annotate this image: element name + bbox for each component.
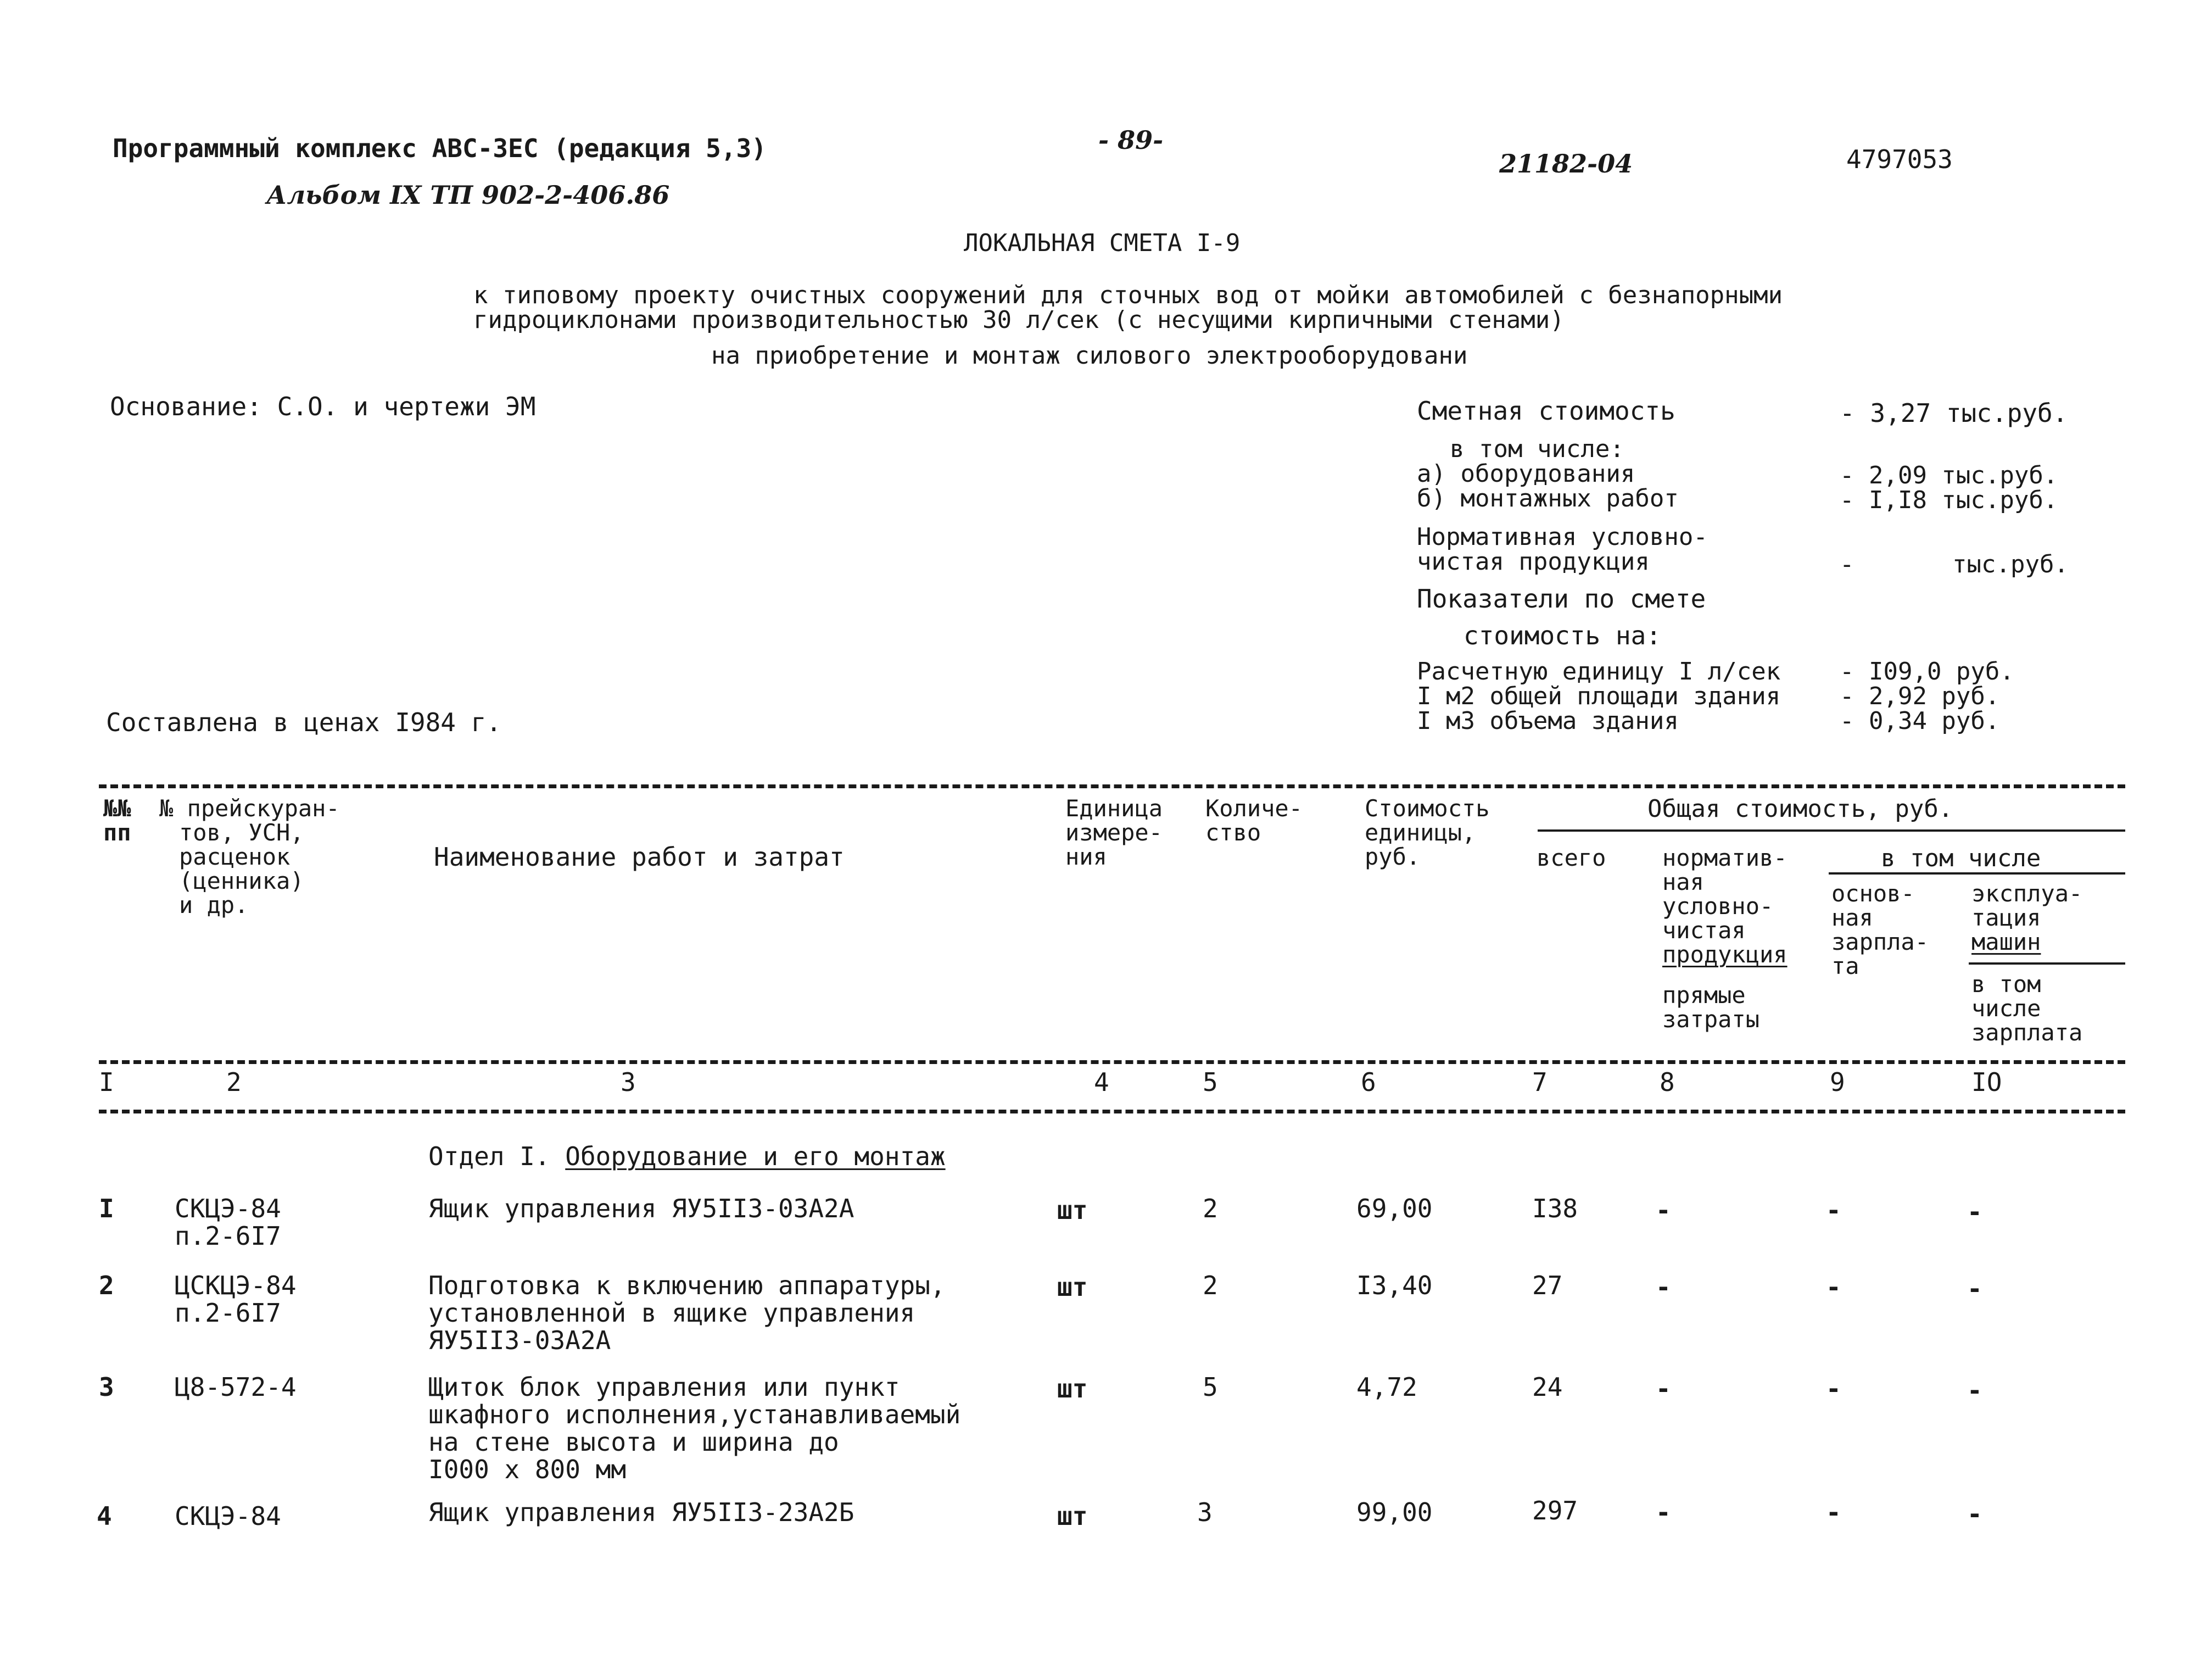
estimated-cost-value: - 3,27 тыс.руб. — [1840, 398, 2068, 428]
col-number: 5 — [1203, 1067, 1218, 1097]
row-normative: - — [1656, 1374, 1671, 1404]
indicators-label: Показатели по смете — [1417, 584, 1706, 614]
row-unit: шт — [1057, 1272, 1088, 1302]
installation-value: - I,I8 тыс.руб. — [1840, 486, 2058, 514]
per-m3-value: - 0,34 руб. — [1840, 707, 2000, 735]
table-top-rule — [99, 784, 2125, 788]
col-header-total: всего — [1537, 844, 1606, 871]
installation-label: б) монтажных работ — [1417, 484, 1679, 513]
row-unit: шт — [1057, 1374, 1088, 1404]
cost-per-label: стоимость на: — [1464, 621, 1662, 650]
page-number: - 89- — [1098, 125, 1164, 155]
col-header-code: № прейскуран- тов, УСН, расценок (ценника) и др. — [159, 795, 340, 918]
col-number: I — [99, 1067, 114, 1097]
col-header-base-salary: основ- ная зарпла- та — [1831, 880, 1929, 979]
row-number: 4 — [97, 1501, 112, 1531]
numbers-bottom-rule — [99, 1110, 2125, 1113]
per-m2-value: - 2,92 руб. — [1840, 682, 2000, 710]
row-machine-operation: - — [1967, 1197, 1982, 1227]
row-base-salary: - — [1826, 1195, 1841, 1225]
col-header-incl-salary: в том числе зарплата — [1971, 971, 2083, 1046]
row-unit-price: 4,72 — [1356, 1372, 1417, 1402]
section-title — [428, 1143, 946, 1170]
col-number: 9 — [1830, 1067, 1845, 1097]
row-qty: 2 — [1203, 1194, 1218, 1223]
normative-label-2: чистая продукция — [1417, 548, 1650, 576]
album-note: Альбом IX ТП 902-2-406.86 — [266, 180, 670, 210]
row-normative: - — [1656, 1272, 1671, 1302]
row-qty: 5 — [1203, 1372, 1218, 1402]
row-code: СКЦЭ-84 — [175, 1501, 281, 1531]
section-prefix: Отдел I. — [428, 1141, 566, 1171]
row-code: СКЦЭ-84 п.2-6I7 — [175, 1194, 281, 1251]
doc-code: 21182-04 — [1499, 149, 1633, 179]
title-line-1: к типовому проекту очистных сооружений для сточных вод от мойки автомобилей с безнапорными — [473, 281, 1783, 309]
row-total: I38 — [1532, 1194, 1578, 1223]
row-total: 297 — [1532, 1496, 1578, 1525]
including-group-rule — [1829, 872, 2125, 875]
estimate-title: ЛОКАЛЬНАЯ СМЕТА I-9 — [964, 229, 1241, 257]
title-line-3: на приобретение и монтаж силового электрооборудовани — [711, 342, 1468, 370]
row-base-salary: - — [1826, 1374, 1841, 1404]
col-header-unit: Единица измере- ния — [1065, 795, 1163, 870]
equipment-value: - 2,09 тыс.руб. — [1840, 461, 2058, 489]
col-number: 6 — [1361, 1067, 1376, 1097]
row-machine-operation: - — [1967, 1375, 1982, 1405]
compiled-prices: Составлена в ценах I984 г. — [106, 708, 502, 737]
title-line-2: гидроциклонами производительностью 30 л/сек (с несущими кирпичными стенами) — [473, 306, 1565, 334]
per-m2-label: I м2 общей площади здания — [1417, 682, 1781, 710]
row-qty: 2 — [1203, 1271, 1218, 1300]
row-total: 24 — [1532, 1372, 1563, 1402]
col-number: 8 — [1660, 1067, 1675, 1097]
row-unit-price: I3,40 — [1356, 1271, 1433, 1300]
col-number: 4 — [1094, 1067, 1109, 1097]
basis-text: Основание: С.О. и чертежи ЭМ — [110, 392, 536, 421]
row-unit: шт — [1057, 1195, 1088, 1225]
total-group-rule — [1538, 829, 2125, 832]
row-unit-price: 69,00 — [1356, 1194, 1433, 1223]
header-bottom-rule — [99, 1060, 2125, 1064]
row-name: Ящик управления ЯУ5II3-23А2Б — [428, 1497, 854, 1527]
estimated-cost-label: Сметная стоимость — [1417, 396, 1675, 426]
row-code: Ц8-572-4 — [175, 1372, 297, 1402]
row-name: Щиток блок управления или пункт шкафного исполнения,устанавливаемый на стене высота и ширина до I000 x 800 мм — [428, 1372, 961, 1484]
per-unit-label: Расчетную единицу I л/сек — [1417, 658, 1781, 686]
per-unit-value: - I09,0 руб. — [1840, 658, 2014, 686]
equipment-label: а) оборудования — [1417, 460, 1635, 488]
row-base-salary: - — [1826, 1272, 1841, 1302]
col-header-direct-costs: прямые затраты — [1662, 982, 1760, 1033]
col-header-number: №№ пп — [103, 795, 131, 846]
row-name: Подготовка к включению аппаратуры, установленной в ящике управления ЯУ5II3-03А2А — [428, 1271, 946, 1355]
row-unit-price: 99,00 — [1356, 1497, 1433, 1527]
normative-value-unit: тыс.руб. — [1952, 550, 2069, 578]
row-normative: - — [1656, 1497, 1671, 1527]
col-group-total: Общая стоимость, руб. — [1647, 795, 1953, 823]
col-group-including: в том числе — [1881, 844, 2041, 872]
per-m3-label: I м3 объема здания — [1417, 707, 1679, 735]
row-number: 2 — [99, 1271, 114, 1300]
row-normative: - — [1656, 1195, 1671, 1225]
col-header-machine-operation: эксплуа- тация машин — [1971, 880, 2083, 955]
col-header-qty: Количе- ство — [1205, 795, 1303, 846]
col-number: 2 — [226, 1067, 242, 1097]
row-machine-operation: - — [1967, 1274, 1982, 1304]
machine-group-rule — [1969, 962, 2125, 965]
doc-number: 4797053 — [1846, 144, 1953, 174]
col-number: 3 — [621, 1067, 636, 1097]
program-label: Программный комплекс АВС-3ЕС (редакция 5,3) — [113, 133, 767, 163]
row-number: 3 — [99, 1372, 114, 1402]
row-number: I — [99, 1194, 114, 1223]
row-code: ЦСКЦЭ-84 п.2-6I7 — [175, 1271, 297, 1328]
row-qty: 3 — [1197, 1497, 1213, 1527]
col-header-name: Наименование работ и затрат — [434, 842, 845, 872]
row-name: Ящик управления ЯУ5II3-03А2А — [428, 1194, 854, 1223]
row-base-salary: - — [1826, 1497, 1841, 1527]
including-label: в том числе: — [1450, 435, 1624, 463]
col-header-unit-price: Стоимость единицы, руб. — [1365, 795, 1490, 870]
col-number: IO — [1971, 1067, 2002, 1097]
row-machine-operation: - — [1967, 1499, 1982, 1529]
normative-value-dash: - — [1840, 550, 1854, 578]
row-total: 27 — [1532, 1271, 1563, 1300]
row-unit: шт — [1057, 1501, 1088, 1531]
col-header-normative: норматив- ная условно- чистая продукция — [1662, 844, 1788, 968]
section-name: Оборудование и его монтаж — [565, 1141, 946, 1171]
col-number: 7 — [1532, 1067, 1548, 1097]
normative-label-1: Нормативная условно- — [1417, 523, 1708, 551]
